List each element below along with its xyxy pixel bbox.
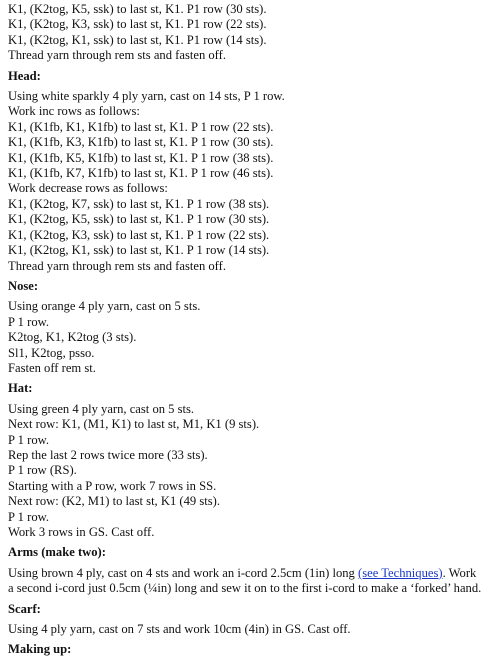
scarf-section [8, 602, 485, 638]
instruction-line: K2tog, K1, K2tog (3 sts). [8, 330, 137, 345]
instruction-line: K1, (K2tog, K1, ssk) to last st, K1. P 1 row (14 sts). [8, 243, 270, 258]
instruction-line: K1, (K2tog, K5, ssk) to last st, K1. P1 row (30 sts). [8, 2, 267, 16]
section-heading: Hat: [8, 381, 33, 396]
instruction-line: Using white sparkly 4 ply yarn, cast on 14 sts, P 1 row. [8, 89, 285, 104]
section-heading: Arms (make two): [8, 545, 106, 560]
instruction-line: Rep the last 2 rows twice more (33 sts). [8, 447, 208, 462]
making-up-section [8, 642, 485, 657]
section-heading: Nose: [8, 278, 39, 293]
see-techniques-link[interactable]: (see Techniques) [358, 565, 443, 580]
instruction-line: K1, (K2tog, K3, ssk) to last st, K1. P1 row (22 sts). [8, 17, 267, 32]
instruction-line: P 1 row. [8, 432, 50, 447]
instruction-line: Sl1, K2tog, psso. [8, 345, 95, 360]
instruction-line: Next row: K1, (M1, K1) to last st, M1, K1 (9 sts). [8, 417, 260, 432]
instruction-line: K1, (K1fb, K5, K1fb) to last st, K1. P 1 row (38 sts). [8, 150, 274, 165]
instruction-line: K1, (K1fb, K3, K1fb) to last st, K1. P 1 row (30 sts). [8, 135, 274, 150]
arms-section [8, 545, 485, 596]
instruction-line: Using orange 4 ply yarn, cast on 5 sts. [8, 299, 201, 314]
instruction-line: K1, (K2tog, K7, ssk) to last st, K1. P 1 row (38 sts). [8, 196, 270, 211]
instruction-line: P 1 row. [8, 509, 50, 524]
instruction-line: Work 3 rows in GS. Cast off. [8, 525, 155, 539]
instruction-line: Using 4 ply yarn, cast on 7 sts and work 10cm (4in) in GS. Cast off. [8, 622, 351, 637]
instruction-line: K1, (K2tog, K3, ssk) to last st, K1. P 1 row (22 sts). [8, 227, 270, 242]
arms-text-before: Using brown 4 ply, cast on 4 sts and work an i-cord 2.5cm (1in) long [8, 565, 359, 580]
instruction-line: Thread yarn through rem sts and fasten off. [8, 258, 226, 273]
instruction-line: Next row: (K2, M1) to last st, K1 (49 sts). [8, 494, 220, 509]
instruction-line: Using green 4 ply yarn, cast on 5 sts. [8, 401, 195, 416]
head-section [8, 69, 485, 274]
instruction-line: K1, (K2tog, K1, ssk) to last st, K1. P1 row (14 sts). [8, 32, 267, 47]
instruction-line: Starting with a P row, work 7 rows in SS. [8, 478, 217, 493]
instruction-line: P 1 row (RS). [8, 463, 77, 478]
hat-section [8, 381, 485, 540]
instruction-line: Work decrease rows as follows: [8, 181, 168, 196]
instruction-line: Fasten off rem st. [8, 360, 96, 375]
nose-section [8, 279, 485, 376]
section-heading: Scarf: [8, 601, 41, 616]
arms-text-after: . Work a second i-cord just 0.5cm (¼in) long and sew it on to the first i-cord to make a ‘forked’ hand. [8, 565, 482, 596]
instruction-line: Thread yarn through rem sts and fasten off. [8, 48, 226, 63]
arms-paragraph [8, 566, 485, 597]
instruction-line: Work inc rows as follows: [8, 104, 140, 119]
instruction-line: K1, (K1fb, K7, K1fb) to last st, K1. P 1 row (46 sts). [8, 166, 274, 181]
section-heading: Making up: [8, 642, 72, 657]
top-rows [8, 2, 485, 64]
instruction-line: K1, (K2tog, K5, ssk) to last st, K1. P 1 row (30 sts). [8, 212, 270, 227]
instruction-line: K1, (K1fb, K1, K1fb) to last st, K1. P 1 row (22 sts). [8, 119, 274, 134]
instruction-line: P 1 row. [8, 314, 50, 329]
section-heading: Head: [8, 68, 41, 83]
